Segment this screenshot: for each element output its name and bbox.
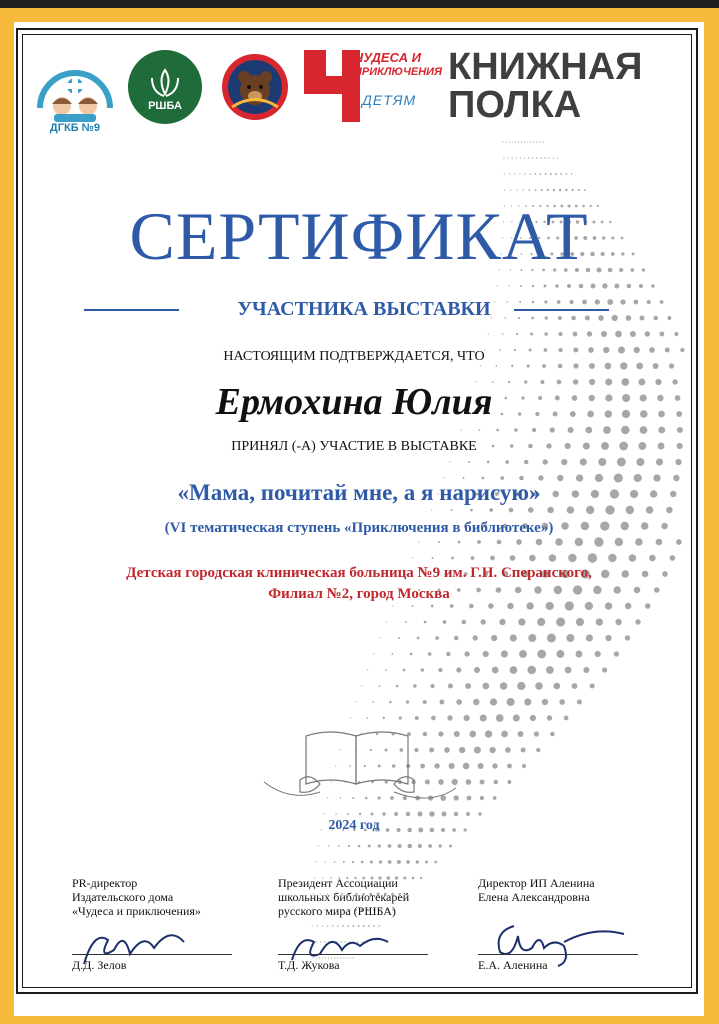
recipient-name: Ермохина Юлия [215,381,493,423]
participation-text: ПРИНЯЛ (-А) УЧАСТИЕ В ВЫСТАВКЕ [231,439,477,454]
signature-block-3 [478,876,678,904]
institution [54,563,664,605]
signature-block-2 [278,876,478,918]
rshba-logo [128,50,202,124]
signature-1-role-line1: PR-директор [72,876,138,890]
signature-3-role-line1: Директор ИП Аленина [478,876,595,890]
subtitle-line-right [514,309,609,311]
confirm-text: НАСТОЯЩИМ ПОДТВЕРЖДАЕТСЯ, ЧТО [223,349,485,364]
certificate-sheet [14,22,704,1016]
knizhnaya-polka-line1: КНИЖНАЯ [448,46,643,88]
chudesa-logo [302,46,442,126]
signature-1-name: Д.Д. Зелов [72,958,127,972]
signature-2-line [278,954,428,955]
leaf-icon [128,50,202,124]
dgkb9-label: ДГКБ №9 [49,122,101,134]
subtitle-line-left [84,309,179,311]
dot-wave-decoration [14,22,704,1016]
signature-2-role-line2: школьных библиотекарей [278,890,410,904]
certificate-subtitle: УЧАСТНИКА ВЫСТАВКИ [237,298,491,320]
bear-icon [220,52,290,122]
signature-1-role-line3: «Чудеса и приключения» [72,904,201,918]
rshba-label: РШБА [148,100,182,112]
bear-logo [220,52,290,122]
knizhnaya-polka-logo [448,48,668,128]
chudesa-line3: ДЕТЯМ [362,92,417,108]
open-book-icon [260,722,460,812]
chudesa-line2: ПРИКЛЮЧЕНИЯ [354,66,443,78]
institution-line2: Филиал №2, город Москва [268,586,450,602]
signature-1-line [72,954,232,955]
signature-2-name: Т.Д. Жукова [278,958,340,972]
signature-2-role-line1: Президент Ассоциации [278,876,398,890]
institution-line1: Детская городская клиническая больница №9 им. Г.Н. Сперанского, [126,565,592,581]
top-bar [0,0,719,8]
certificate-year: 2024 год [328,818,380,833]
certificate-title: СЕРТИФИКАТ [129,198,589,274]
signature-1-role-line2: Издательского дома [72,890,174,904]
exhibition-stage: (VI тематическая ступень «Приключения в библиотеке») [164,520,554,536]
signature-block-1 [72,876,272,918]
dgkb9-logo [34,58,116,140]
chudesa-line1: ЧУДЕСА И [354,50,421,65]
signature-2-role-line3: русского мира (РШБА) [278,904,396,918]
signature-3-role-line2: Елена Александровна [478,890,590,904]
knizhnaya-polka-line2: ПОЛКА [448,84,582,126]
signature-3-line [478,954,638,955]
exhibition-title: «Мама, почитай мне, а я нарисую» [177,480,541,505]
signature-3-name: Е.А. Аленина [478,958,548,972]
